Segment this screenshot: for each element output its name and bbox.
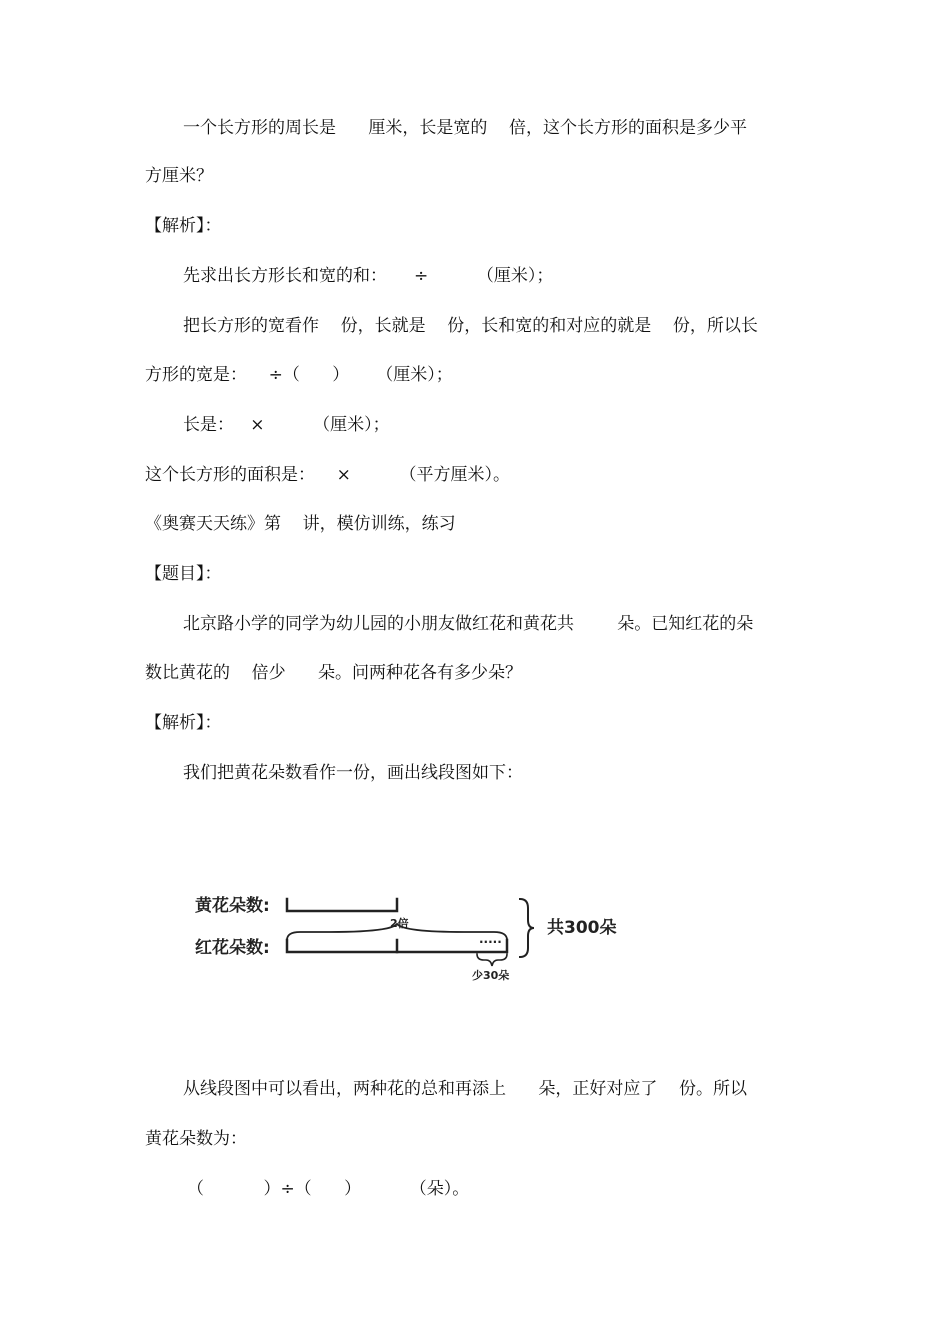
- total-label: 共300朵: [547, 918, 617, 938]
- problem1-line1: 一个长方形的周长是 厘米，长是宽的 倍，这个长方形的面积是多少平: [183, 118, 748, 138]
- analysis-heading-2: 【解析】：: [145, 713, 222, 733]
- solution2-line1: 从线段图中可以看出，两种花的总和再添上 朵，正好对应了 份。所以: [183, 1079, 748, 1099]
- solution2-intro: 我们把黄花朵数看作一份，画出线段图如下：: [183, 763, 523, 783]
- total-brace: [520, 899, 534, 957]
- red-flower-label: 红花朵数:: [195, 938, 270, 958]
- solution2-line2: 黄花朵数为：: [145, 1129, 247, 1149]
- solution1-step3: 长是： × （厘米）；: [183, 415, 390, 435]
- two-times-label: 2倍: [390, 917, 409, 930]
- line-segment-diagram: [190, 890, 630, 990]
- yellow-segment: [287, 899, 397, 911]
- solution1-step1: 先求出长方形长和宽的和： ÷ （厘米）；: [183, 266, 554, 286]
- less-brace: [477, 954, 507, 966]
- source-line: 《奥赛天天练》第 讲，模仿训练，练习: [145, 514, 456, 534]
- solution2-line3: （ ）÷（ ） （朵）。: [187, 1179, 470, 1199]
- problem2-line1: 北京路小学的同学为幼儿园的小朋友做红花和黄花共 朵。已知红花的朵: [183, 614, 754, 634]
- yellow-flower-label: 黄花朵数:: [195, 896, 270, 916]
- problem1-line2: 方厘米？: [145, 166, 213, 186]
- title-heading: 【题目】：: [145, 564, 222, 584]
- problem2-line2: 数比黄花的 倍少 朵。问两种花各有多少朵？: [145, 663, 523, 683]
- dots-label: ·····: [479, 935, 502, 949]
- less-thirty-label: 少30朵: [472, 969, 510, 982]
- solution1-step2-line1: 把长方形的宽看作 份，长就是 份，长和宽的和对应的就是 份，所以长: [183, 316, 758, 336]
- solution1-step2-line2: 方形的宽是： ÷（ ） （厘米）；: [145, 365, 453, 385]
- solution1-step4: 这个长方形的面积是： × （平方厘米）。: [145, 465, 510, 485]
- analysis-heading-1: 【解析】：: [145, 216, 222, 236]
